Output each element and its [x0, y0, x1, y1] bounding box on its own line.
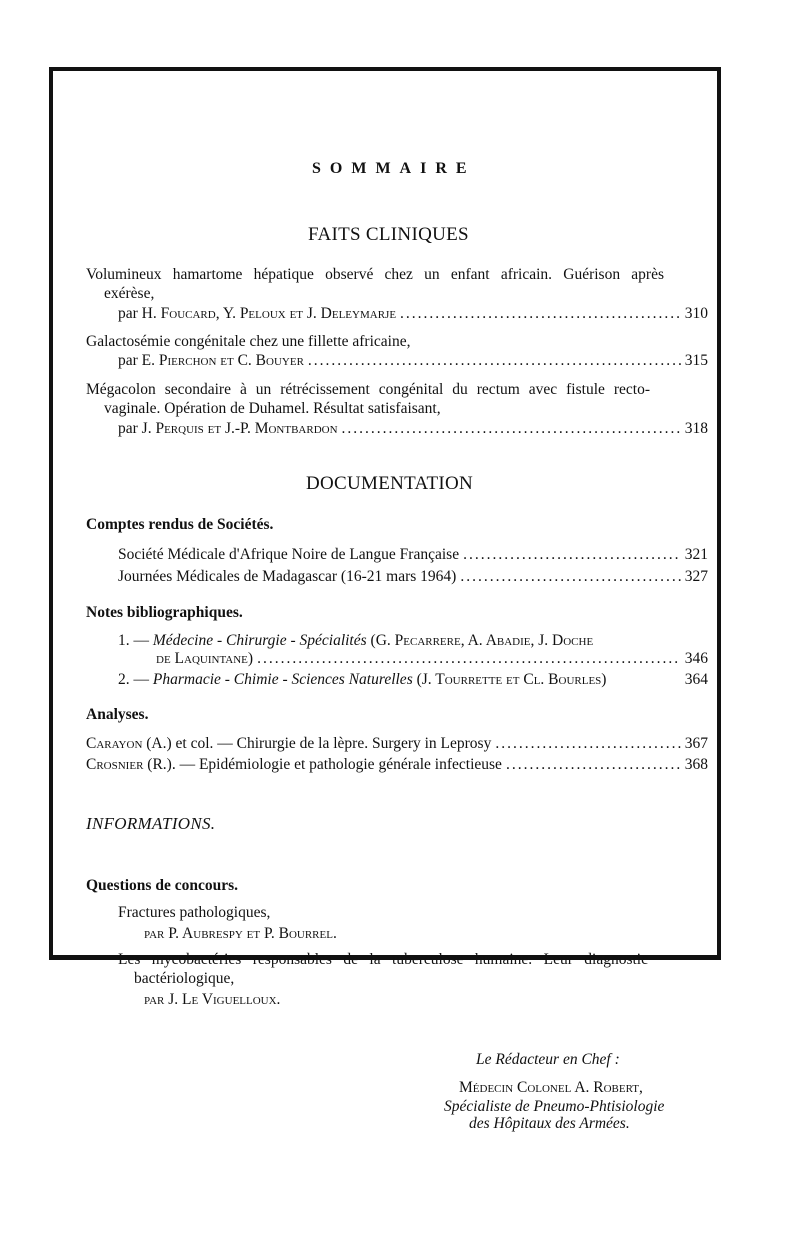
entry-1-authors: Foucard, Y. Peloux et J. Deleymarje: [160, 305, 397, 322]
dot-leader: [506, 756, 681, 774]
section-heading-informations: INFORMATIONS.: [86, 814, 216, 833]
notes-item-1-line-2-text: de Laquintane): [156, 650, 254, 667]
notes-item-2-title: Pharmacie - Chimie - Sciences Naturelles: [152, 671, 413, 688]
signature-title-1: Spécialiste de Pneumo-Phtisiologie: [444, 1098, 665, 1115]
entry-2-page: 315: [684, 352, 708, 369]
subsection-analyses: Analyses.: [86, 706, 149, 723]
entry-3-line-1: Mégacolon secondaire à un rétrécissement congénital du rectum avec fistule recto-: [86, 381, 650, 398]
question-2-line-3: par J. Le Viguelloux.: [144, 991, 281, 1008]
analyses-item-1-page: 367: [684, 735, 708, 752]
signature-name: [459, 1078, 643, 1097]
signature-title-2: des Hôpitaux des Armées.: [469, 1115, 630, 1132]
entry-3-line-2-text: vaginale. Opération de Duhamel. Résultat satisfaisant,: [104, 400, 441, 417]
question-2-line-1: Les mycobactéries responsables de la tuberculose humaine. Leur diagnostic: [118, 951, 648, 968]
entry-2-authors-line: [118, 352, 708, 370]
entry-3-line-2: [104, 399, 441, 418]
comptes-rendus-item-2-page: 327: [684, 568, 708, 585]
entry-2-authors-prefix: par E.: [118, 352, 156, 369]
notes-item-1-line-1: [118, 631, 708, 650]
dot-leader: [308, 352, 681, 370]
analyses-item-2-author: Crosnier: [86, 756, 144, 773]
comptes-rendus-item-1-page: 321: [684, 546, 708, 563]
entry-1-authors-line: [118, 305, 708, 323]
question-1-line-1: Fractures pathologiques,: [118, 904, 271, 921]
dot-leader: [463, 546, 681, 564]
notes-item-1-title: Médecine - Chirurgie - Spécialités: [152, 632, 367, 649]
entry-3-authors: Perquis et J.-P. Montbardon: [155, 420, 338, 437]
page-title: SOMMAIRE: [312, 160, 476, 177]
signature-name-text: Médecin Colonel A. Robert,: [459, 1079, 643, 1096]
notes-item-1-authors: (G. Pecarrere, A. Abadie, J. Doche: [370, 632, 594, 649]
analyses-item-1-author: Carayon: [86, 735, 143, 752]
subsection-comptes-rendus: Comptes rendus de Sociétés.: [86, 516, 274, 533]
entry-3-authors-prefix: par J.: [118, 420, 152, 437]
entry-1-line-1: Volumineux hamartome hépatique observé chez un enfant africain. Guérison après: [86, 266, 664, 283]
entry-2-authors: Pierchon et C. Bouyer: [158, 352, 304, 369]
analyses-item-2: [86, 756, 708, 774]
question-1-line-2: [144, 924, 337, 943]
notes-item-1-line-2: [156, 650, 708, 668]
analyses-item-2-page: 368: [684, 756, 708, 773]
dot-leader: [400, 305, 681, 323]
entry-1-authors-prefix: par H.: [118, 305, 157, 322]
comptes-rendus-item-1: [118, 546, 708, 564]
entry-2-line-1: Galactosémie congénitale chez une fillette africaine,: [86, 333, 411, 350]
notes-item-1-page: 346: [684, 650, 708, 667]
subsection-notes-bibliographiques: Notes bibliographiques.: [86, 604, 243, 621]
dot-leader: [495, 735, 680, 753]
subsection-questions-de-concours: Questions de concours.: [86, 877, 238, 894]
comptes-rendus-item-1-label: Société Médicale d'Afrique Noire de Langue Française: [118, 546, 460, 563]
notes-item-2-num: 2. —: [118, 671, 149, 688]
entry-1-page: 310: [684, 305, 708, 322]
notes-item-2-page: 364: [684, 671, 708, 688]
dot-leader: [342, 420, 681, 438]
entry-3-authors-line: [118, 420, 708, 438]
comptes-rendus-item-2: [118, 568, 708, 586]
comptes-rendus-item-2-label: Journées Médicales de Madagascar (16-21 mars 1964): [118, 568, 457, 585]
question-1-authors: par P. Aubrespy et P. Bourrel.: [144, 925, 337, 942]
analyses-item-2-text: (R.). — Epidémiologie et pathologie générale infectieuse: [147, 756, 502, 773]
entry-3-page: 318: [684, 420, 708, 437]
analyses-item-1-text: (A.) et col. — Chirurgie de la lèpre. Surgery in Leprosy: [146, 735, 492, 752]
entry-1-line-2: exérèse,: [104, 285, 155, 302]
notes-item-1-num: 1. —: [118, 632, 149, 649]
dot-leader: [257, 650, 681, 668]
notes-item-2: [118, 670, 708, 689]
section-heading-faits-cliniques: FAITS CLINIQUES: [308, 224, 469, 245]
notes-item-2-authors: (J. Tourrette et Cl. Bourles): [416, 671, 607, 688]
dot-leader: [460, 568, 680, 586]
section-heading-documentation: DOCUMENTATION: [306, 473, 474, 494]
question-2-line-2: bactériologique,: [134, 970, 235, 987]
signature-role: Le Rédacteur en Chef :: [476, 1051, 620, 1068]
analyses-item-1: [86, 735, 708, 753]
